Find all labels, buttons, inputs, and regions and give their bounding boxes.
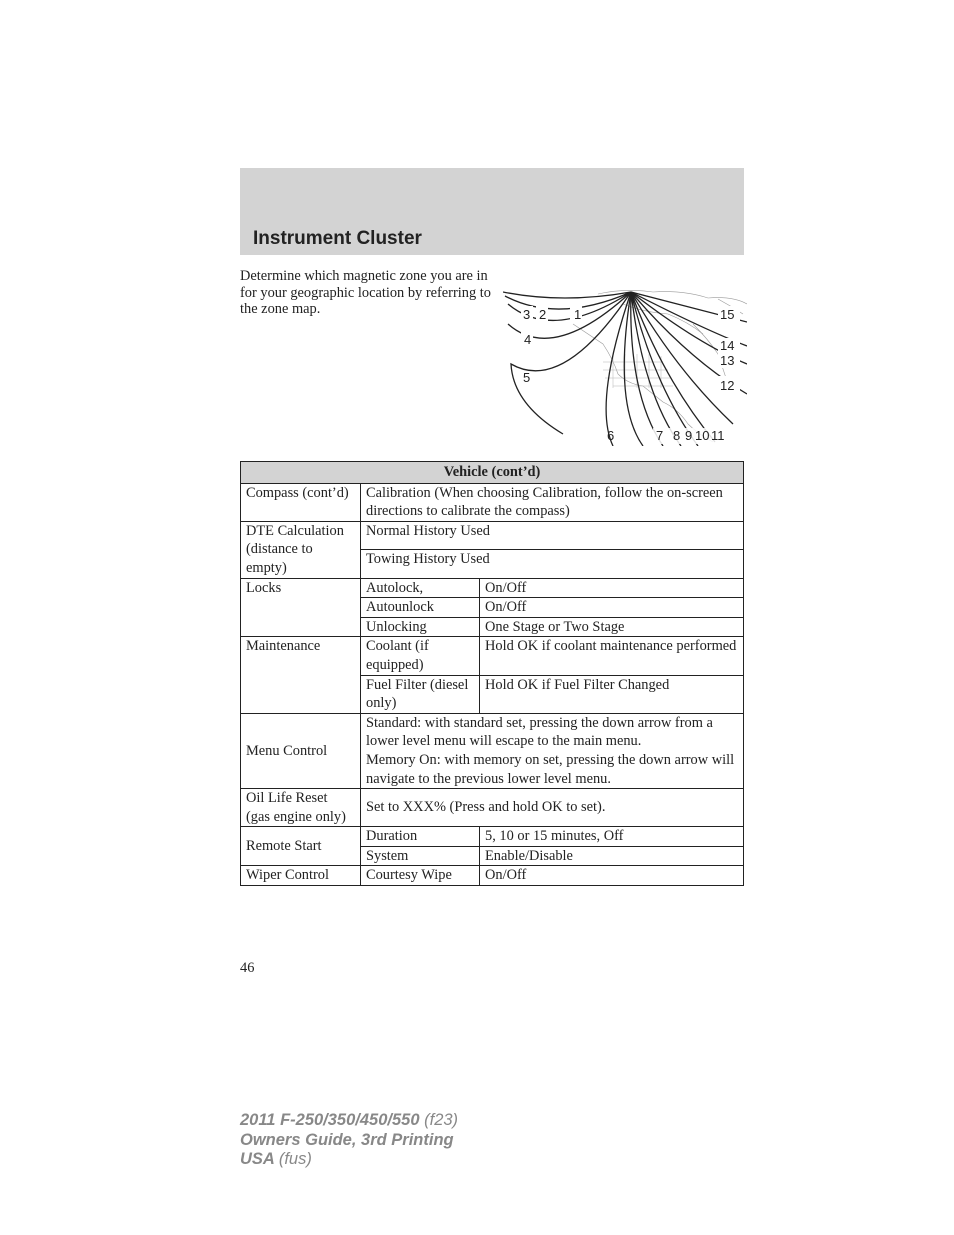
locks-option-name: Unlocking	[361, 617, 480, 637]
zone-label-2: 2	[539, 307, 547, 322]
remote-option-value: Enable/Disable	[480, 846, 744, 866]
magnetic-zone-map	[503, 284, 747, 446]
footer-line-1	[240, 1111, 458, 1131]
zone-label-9: 9	[685, 428, 693, 443]
footer-market: USA	[240, 1150, 275, 1168]
zone-label-5: 5	[523, 370, 531, 385]
row-label-maintenance: Maintenance	[241, 637, 361, 713]
zone-label-15: 15	[720, 307, 735, 322]
locks-option-name: Autolock,	[361, 578, 480, 598]
intro-paragraph: Determine which magnetic zone you are in for your geographic location by referring to the zone map.	[240, 268, 491, 317]
zone-label-12: 12	[720, 378, 735, 393]
locks-option-value: One Stage or Two Stage	[480, 617, 744, 637]
wiper-option-value: On/Off	[480, 866, 744, 886]
zone-label-6: 6	[607, 428, 615, 443]
row-label-compass: Compass (cont’d)	[241, 483, 361, 521]
oil-life-description: Set to XXX% (Press and hold OK to set).	[361, 789, 744, 827]
dte-normal-option: Normal History Used	[361, 521, 744, 549]
table-row	[241, 827, 744, 847]
table-title: Vehicle (cont’d)	[241, 462, 744, 484]
table-row	[241, 521, 744, 549]
zone-label-8: 8	[673, 428, 681, 443]
row-label-locks: Locks	[241, 578, 361, 637]
zone-label-7: 7	[656, 428, 664, 443]
table-row	[241, 578, 744, 598]
zone-label-10: 10	[695, 428, 710, 443]
maintenance-option-value: Hold OK if Fuel Filter Changed	[480, 675, 744, 713]
dte-towing-option: Towing History Used	[361, 550, 744, 578]
footer-model: 2011 F-250/350/450/550	[240, 1111, 420, 1129]
locks-option-name: Autounlock	[361, 598, 480, 618]
footer-market-code: (fus)	[278, 1150, 312, 1168]
table-row	[241, 789, 744, 827]
row-label-menu-control: Menu Control	[241, 713, 361, 788]
locks-option-value: On/Off	[480, 598, 744, 618]
footer-model-code: (f23)	[424, 1111, 459, 1129]
row-label-remote-start: Remote Start	[241, 827, 361, 866]
section-header-band	[240, 168, 744, 255]
row-label-dte: DTE Calculation (distance to empty)	[241, 521, 361, 578]
table-row	[241, 866, 744, 886]
zone-label-3: 3	[523, 307, 531, 322]
maintenance-option-value: Hold OK if coolant maintenance performed	[480, 637, 744, 675]
table-row	[241, 637, 744, 675]
row-label-wiper-control: Wiper Control	[241, 866, 361, 886]
locks-option-value: On/Off	[480, 578, 744, 598]
zone-map-figure	[503, 284, 747, 446]
zone-label-13: 13	[720, 353, 735, 368]
vehicle-settings-table	[240, 461, 744, 886]
menu-control-description	[361, 713, 744, 788]
compass-description: Calibration (When choosing Calibration, follow the on-screen directions to calibrate the compass)	[361, 483, 744, 521]
document-footer	[240, 1111, 458, 1170]
page-number: 46	[240, 960, 255, 976]
section-title: Instrument Cluster	[253, 228, 422, 249]
footer-line-3	[240, 1150, 458, 1170]
remote-option-name: Duration	[361, 827, 480, 847]
zone-label-1: 1	[574, 307, 582, 322]
row-label-oil-life: Oil Life Reset (gas engine only)	[241, 789, 361, 827]
zone-label-4: 4	[524, 332, 532, 347]
footer-line-2: Owners Guide, 3rd Printing	[240, 1130, 454, 1149]
maintenance-option-name: Fuel Filter (diesel only)	[361, 675, 480, 713]
table-row	[241, 713, 744, 788]
remote-option-name: System	[361, 846, 480, 866]
zone-label-14: 14	[720, 338, 735, 353]
wiper-option-name: Courtesy Wipe	[361, 866, 480, 886]
menu-memory-text: Memory On: with memory on set, pressing the down arrow will navigate to the previous lower level menu.	[366, 751, 735, 787]
menu-standard-text: Standard: with standard set, pressing the down arrow from a lower level menu will escape to the main menu.	[366, 714, 713, 750]
table-title-row	[241, 462, 744, 484]
remote-option-value: 5, 10 or 15 minutes, Off	[480, 827, 744, 847]
maintenance-option-name: Coolant (if equipped)	[361, 637, 480, 675]
table-row	[241, 483, 744, 521]
zone-label-11: 11	[711, 428, 725, 443]
